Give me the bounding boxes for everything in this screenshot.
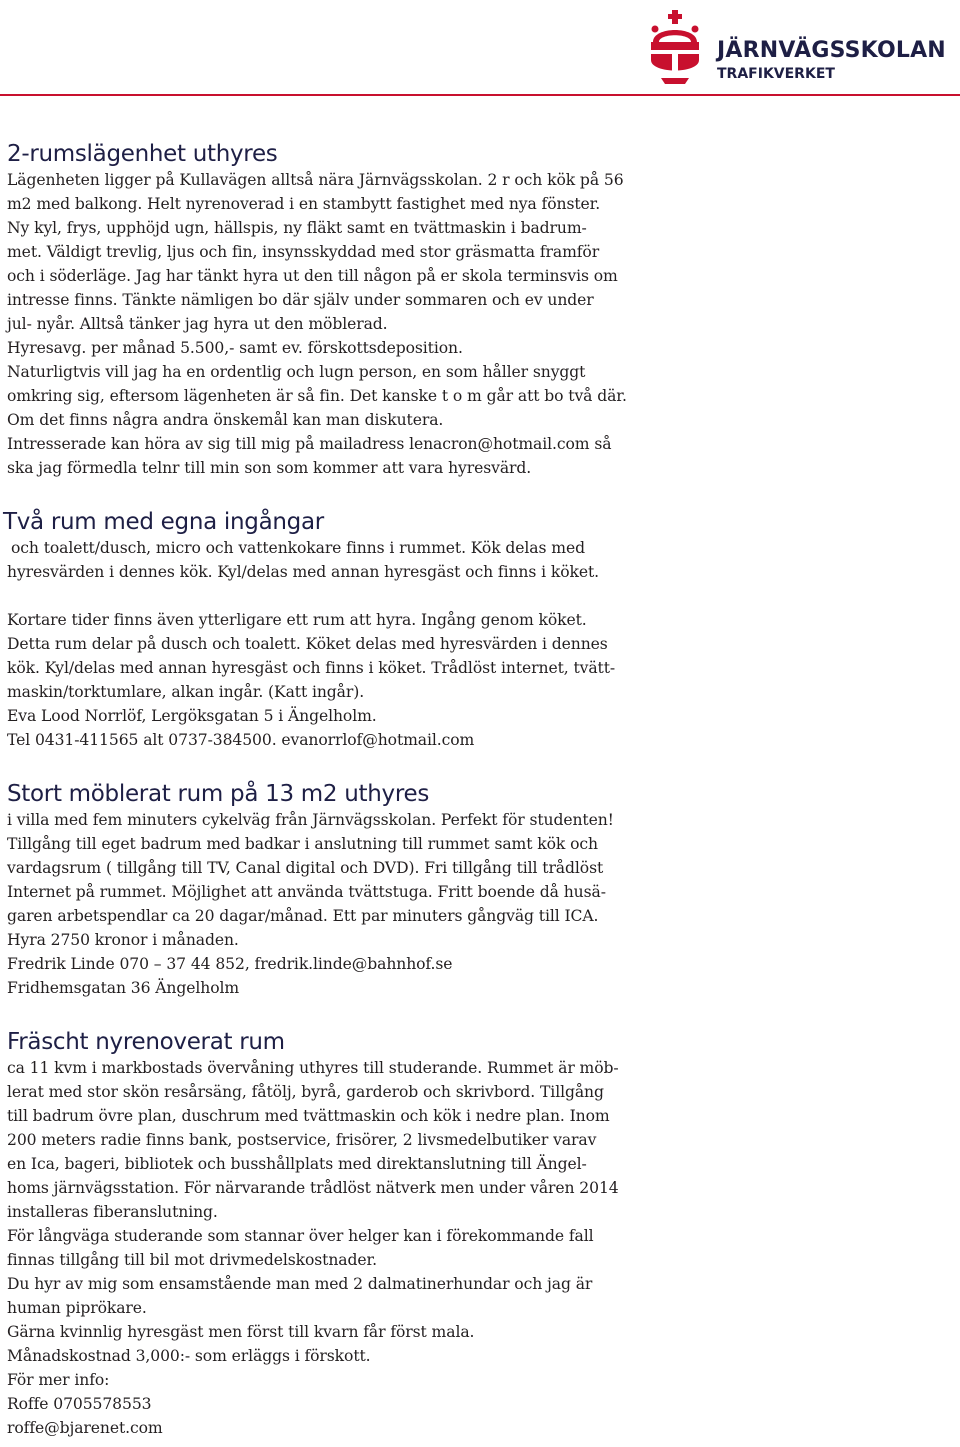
ad-line: hyresvärden i dennes kök. Kyl/delas med annan hyresgäst och finns i köket. [7,563,599,581]
ad-line: en Ica, bageri, bibliotek och busshållplats med direktanslutning till Ängel- [7,1155,587,1173]
ad-line: Kortare tider finns även ytterligare ett rum att hyra. Ingång genom köket. [7,611,587,629]
ads-content [3,140,677,1440]
ad-line: Eva Lood Norrlöf, Lergöksgatan 5 i Ängelholm. [7,707,377,725]
ad-title: Stort möblerat rum på 13 m2 uthyres [7,781,430,807]
ad-line: För mer info: [7,1371,110,1389]
ad-line: Ny kyl, frys, upphöjd ugn, hällspis, ny fläkt samt en tvättmaskin i badrum- [7,219,587,237]
ad-listing [7,780,677,1000]
crown-mark-icon [645,8,705,86]
ad-line: m2 med balkong. Helt nyrenoverad i en stambytt fastighet med nya fönster. [7,195,601,213]
ad-line: Tel 0431-411565 alt 0737-384500. evanorrlof@hotmail.com [7,731,475,749]
ad-title: Fräscht nyrenoverat rum [7,1029,285,1055]
ad-line: Lägenheten ligger på Kullavägen alltså nära Järnvägsskolan. 2 r och kök på 56 [7,171,624,189]
ad-title: Två rum med egna ingångar [3,509,324,535]
jarnvagsskolan-logo [645,8,960,88]
ad-line: till badrum övre plan, duschrum med tvättmaskin och kök i nedre plan. Inom [7,1107,610,1125]
ad-line: intresse finns. Tänkte nämligen bo där själv under sommaren och ev under [7,291,594,309]
ad-line: roffe@bjarenet.com [7,1419,163,1437]
ad-line: kök. Kyl/delas med annan hyresgäst och finns i köket. Trådlöst internet, tvätt- [7,659,616,677]
ad-line: Hyra 2750 kronor i månaden. [7,931,239,949]
logo-title: JÄRNVÄGSSKOLAN [717,38,946,63]
ad-line: Detta rum delar på dusch och toalett. Köket delas med hyresvärden i dennes [7,635,608,653]
ad-line: Gärna kvinnlig hyresgäst men först till kvarn får först mala. [7,1323,475,1341]
ad-line: Fredrik Linde 070 – 37 44 852, fredrik.linde@bahnhof.se [7,955,453,973]
ad-line: installeras fiberanslutning. [7,1203,218,1221]
ad-line: Du hyr av mig som ensamstående man med 2 dalmatinerhundar och jag är [7,1275,593,1293]
ad-body [7,168,677,480]
ad-line: Roffe 0705578553 [7,1395,152,1413]
ad-line: lerat med stor skön resårsäng, fåtölj, byrå, garderob och skrivbord. Tillgång [7,1083,604,1101]
ad-line: i villa med fem minuters cykelväg från Järnvägsskolan. Perfekt för studenten! [7,811,614,829]
ad-line: omkring sig, eftersom lägenheten är så fin. Det kanske t o m går att bo två där. [7,387,627,405]
ad-line: och i söderläge. Jag har tänkt hyra ut den till någon på er skola terminsvis om [7,267,618,285]
ad-line: och toalett/dusch, micro och vattenkokare finns i rummet. Kök delas med [11,539,585,557]
ad-line: finnas tillgång till bil mot drivmedelskostnader. [7,1251,377,1269]
ad-line: met. Väldigt trevlig, ljus och fin, insynsskyddad med stor gräsmatta framför [7,243,600,261]
ad-body [7,1056,677,1440]
ad-line: För långväga studerande som stannar över helger kan i förekommande fall [7,1227,594,1245]
ad-line: human piprökare. [7,1299,147,1317]
ad-line: vardagsrum ( tillgång till TV, Canal digital och DVD). Fri tillgång till trådlöst [7,859,604,877]
header-divider [0,94,960,96]
ad-title: 2-rumslägenhet uthyres [7,141,278,167]
ad-line: Internet på rummet. Möjlighet att använda tvättstuga. Fritt boende då husä- [7,883,606,901]
ad-line: ca 11 kvm i markbostads övervåning uthyres till studerande. Rummet är möb- [7,1059,619,1077]
ad-body [7,536,677,752]
ad-line: ska jag förmedla telnr till min son som kommer att vara hyresvärd. [7,459,532,477]
ad-line: Naturligtvis vill jag ha en ordentlig och lugn person, en som håller snyggt [7,363,586,381]
ad-listing [3,508,677,752]
ad-line: jul- nyår. Alltså tänker jag hyra ut den möblerad. [7,315,388,333]
ad-body [7,808,677,1000]
ad-line: maskin/torktumlare, alkan ingår. (Katt ingår). [7,683,365,701]
ad-line: Hyresavg. per månad 5.500,- samt ev. förskottsdeposition. [7,339,463,357]
ad-line: 200 meters radie finns bank, postservice, frisörer, 2 livsmedelbutiker varav [7,1131,597,1149]
ad-line: Tillgång till eget badrum med badkar i anslutning till rummet samt kök och [7,835,598,853]
ad-listing [7,1028,677,1440]
ad-line: Intresserade kan höra av sig till mig på mailadress lenacron@hotmail.com så [7,435,612,453]
ad-line: Om det finns några andra önskemål kan man diskutera. [7,411,444,429]
page-header [0,0,960,96]
logo-subtitle: TRAFIKVERKET [717,66,835,82]
ad-line: homs järnvägsstation. För närvarande trådlöst nätverk men under våren 2014 [7,1179,619,1197]
ad-listing [7,140,677,480]
ad-line: Fridhemsgatan 36 Ängelholm [7,979,240,997]
ad-line: garen arbetspendlar ca 20 dagar/månad. Ett par minuters gångväg till ICA. [7,907,599,925]
ad-line-spacer [7,584,677,608]
ad-line: Månadskostnad 3,000:- som erläggs i förskott. [7,1347,371,1365]
